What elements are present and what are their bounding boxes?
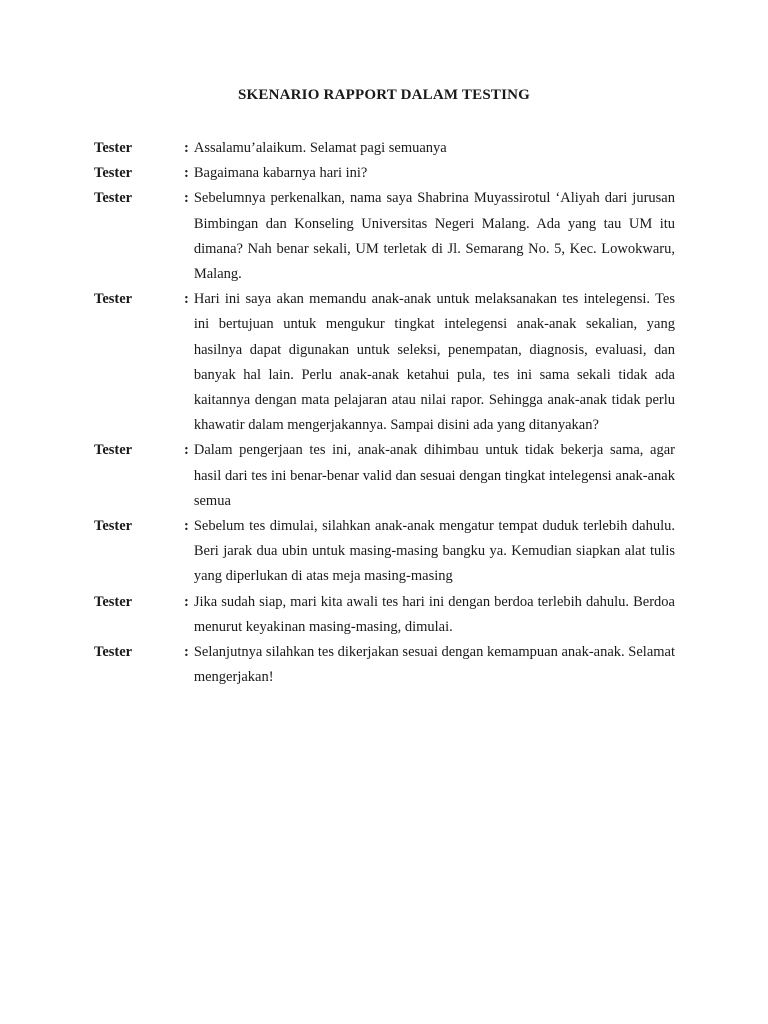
- speaker-label: Tester: [94, 518, 133, 535]
- utterance-text: Jika sudah siap, mari kita awali tes hari ini dengan berdoa terlebih dahulu. Berdoa menurut keyakinan masing-masing, dimulai.: [193, 593, 675, 635]
- dialogue-line: [94, 438, 675, 514]
- utterance-block: [184, 590, 675, 640]
- separator-colon: :: [184, 442, 189, 459]
- utterance-block: [184, 136, 675, 161]
- dialogue-line: [94, 590, 675, 640]
- utterance-text: Dalam pengerjaan tes ini, anak-anak dihimbau untuk tidak bekerja sama, agar hasil dari tes ini benar-benar valid dan sesuai dengan tingkat intelegensi anak-anak semua: [193, 442, 675, 509]
- separator-colon: :: [184, 190, 189, 207]
- utterance-block: [184, 438, 675, 514]
- utterance-text: Sebelum tes dimulai, silahkan anak-anak mengatur tempat duduk terlebih dahulu. Beri jarak dua ubin untuk masing-masing bangku ya. Kemudian siapkan alat tulis yang diperlukan di atas meja masing-masing: [193, 518, 675, 585]
- dialogue-line: [94, 640, 675, 690]
- utterance-text: Selanjutnya silahkan tes dikerjakan sesuai dengan kemampuan anak-anak. Selamat mengerjakan!: [193, 644, 675, 686]
- speaker-label: Tester: [94, 593, 133, 610]
- utterance-block: [184, 186, 675, 287]
- utterance-text: Bagaimana kabarnya hari ini?: [193, 165, 368, 182]
- speaker-label: Tester: [94, 644, 133, 661]
- document-title: SKENARIO RAPPORT DALAM TESTING: [237, 87, 531, 103]
- utterance-text: Hari ini saya akan memandu anak-anak untuk melaksanakan tes intelegensi. Tes ini bertujuan untuk mengukur tingkat intelegensi anak-anak sekalian, yang hasilnya dapat digunakan untuk seleksi, penempatan, diagnosis, evaluasi, dan banyak hal lain. Perlu anak-anak ketahui pula, tes ini sama sekali tidak ada kaitannya dengan mata pelajaran atau nilai rapor. Sehingga anak-anak tidak perlu khawatir dalam mengerjakannya. Sampai disini ada yang ditanyakan?: [193, 291, 675, 434]
- utterance-text: Assalamu’alaikum. Selamat pagi semuanya: [193, 140, 447, 156]
- speaker-label: Tester: [94, 291, 133, 308]
- dialogue-line: [94, 136, 675, 161]
- utterance-block: [184, 640, 675, 690]
- utterance-block: [184, 161, 675, 186]
- speaker-label: Tester: [94, 165, 133, 182]
- separator-colon: :: [184, 165, 189, 182]
- speaker-label: Tester: [94, 190, 133, 207]
- separator-colon: :: [184, 644, 189, 661]
- dialogue-line: [94, 514, 675, 590]
- utterance-text: Sebelumnya perkenalkan, nama saya Shabrina Muyassirotul ‘Aliyah dari jurusan Bimbingan dan Konseling Universitas Negeri Malang. Ada yang tau UM itu dimana? Nah benar sekali, UM terletak di Jl. Semarang No. 5, Kec. Lowokwaru, Malang.: [193, 190, 675, 283]
- dialogue-line: [94, 287, 675, 438]
- speaker-label: Tester: [94, 442, 133, 459]
- dialogue-line: [94, 186, 675, 287]
- separator-colon: :: [184, 518, 189, 535]
- separator-colon: :: [184, 291, 189, 308]
- utterance-block: [184, 287, 675, 438]
- dialogue-script: [94, 136, 675, 690]
- separator-colon: :: [184, 140, 189, 156]
- separator-colon: :: [184, 593, 189, 610]
- speaker-label: Tester: [94, 140, 133, 156]
- dialogue-line: [94, 161, 675, 186]
- utterance-block: [184, 514, 675, 590]
